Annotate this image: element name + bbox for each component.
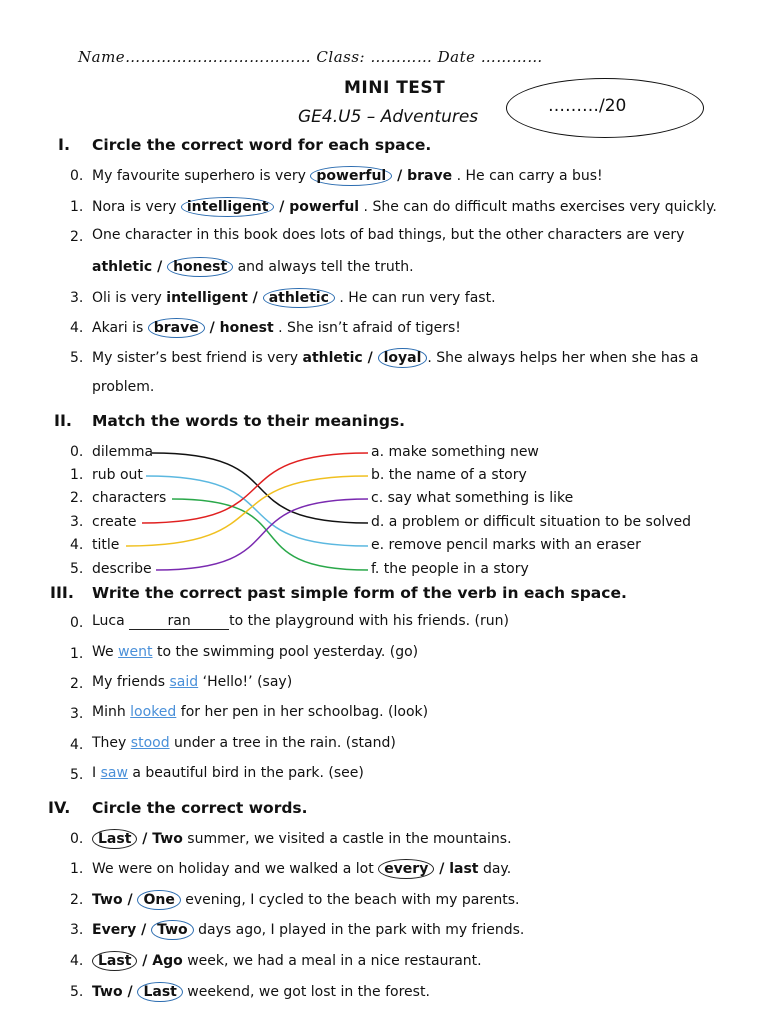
option-word-1: Two <box>92 984 123 1000</box>
sentence-end: and always tell the truth. <box>233 259 414 275</box>
option-separator: / <box>122 984 138 1000</box>
match-meaning: f. the people in a story <box>371 561 529 577</box>
score-box-text: ………/20 <box>548 96 627 116</box>
section-4-number: IV. <box>48 798 71 817</box>
match-line <box>156 499 368 570</box>
option-word-2: powerful <box>289 199 360 215</box>
sentence-end: . She always helps her when she has a <box>427 350 699 366</box>
item-number: 0. <box>70 831 84 847</box>
item-number: 5. <box>70 984 84 1000</box>
sentence-start: My sister’s best friend is very <box>92 350 303 366</box>
option-word-1: Two <box>92 892 123 908</box>
section-1-title: Circle the correct word for each space. <box>92 136 432 154</box>
sentence-start: They <box>92 735 131 751</box>
section-2-title: Match the words to their meanings. <box>92 412 406 430</box>
item-sentence <box>92 704 428 720</box>
item-sentence <box>92 859 511 879</box>
match-line <box>142 453 368 523</box>
option-separator: / <box>434 861 450 877</box>
sentence-start: We were on holiday and we walked a lot <box>92 861 379 877</box>
item-number: 2. <box>70 676 84 692</box>
match-word: create <box>92 514 137 530</box>
item-number: 1. <box>70 861 84 877</box>
option-word-2: One <box>137 890 180 910</box>
item-number: 0. <box>70 168 84 184</box>
match-meaning: c. say what something is like <box>371 490 574 506</box>
match-number: 2. <box>70 490 84 506</box>
option-word-1: Every <box>92 922 137 938</box>
item-sentence <box>92 951 482 971</box>
sentence-end: week, we had a meal in a nice restaurant. <box>182 953 482 969</box>
page-title: MINI TEST <box>344 78 446 98</box>
sentence-start: We <box>92 644 119 660</box>
match-word: characters <box>92 490 167 506</box>
match-number: 1. <box>70 467 84 483</box>
option-word-1: athletic <box>92 259 153 275</box>
match-line <box>172 499 368 570</box>
match-line <box>126 476 368 546</box>
item-sentence <box>92 613 509 630</box>
sentence-start: Akari is <box>92 320 148 336</box>
sentence-start: Minh <box>92 704 131 720</box>
sentence-end: day. <box>478 861 512 877</box>
sentence-start: problem. <box>92 379 155 395</box>
item-sentence <box>92 765 364 781</box>
match-number: 4. <box>70 537 84 553</box>
section-3-number: III. <box>50 583 74 602</box>
item-number: 5. <box>70 767 84 783</box>
sentence-end: for her pen in her schoolbag. (look) <box>176 704 429 720</box>
option-word-2: honest <box>167 257 233 277</box>
item-number: 3. <box>70 706 84 722</box>
page-subtitle: GE4.U5 – Adventures <box>298 107 479 127</box>
match-word: describe <box>92 561 152 577</box>
sentence-start: Luca <box>92 613 130 629</box>
item-number: 0. <box>70 615 84 631</box>
sentence-start: My friends <box>92 674 170 690</box>
item-number: 4. <box>70 737 84 753</box>
option-word-1: every <box>378 859 434 879</box>
option-word-2: Ago <box>152 953 183 969</box>
item-number: 4. <box>70 320 84 336</box>
sentence-end: ‘Hello!’ (say) <box>198 674 293 690</box>
option-word-1: Last <box>92 951 137 971</box>
answer-word: said <box>169 674 199 690</box>
sentence-end: . She isn’t afraid of tigers! <box>273 320 461 336</box>
match-number: 3. <box>70 514 84 530</box>
match-meaning: a. make something new <box>371 444 539 460</box>
match-number: 0. <box>70 444 84 460</box>
answer-word: ran <box>129 613 229 630</box>
answer-word: went <box>118 644 153 660</box>
item-sentence <box>92 920 524 940</box>
item-number: 3. <box>70 922 84 938</box>
option-word-2: last <box>449 861 479 877</box>
sentence-end: to the playground with his friends. (run) <box>229 613 509 629</box>
option-word-2: Last <box>137 982 182 1002</box>
match-meaning: e. remove pencil marks with an eraser <box>371 537 641 553</box>
option-word-2: athletic <box>263 288 335 308</box>
sentence-end: weekend, we got lost in the forest. <box>182 984 430 1000</box>
option-word-1: athletic <box>302 350 363 366</box>
item-sentence <box>92 829 512 849</box>
item-sentence <box>92 644 418 660</box>
item-number: 4. <box>70 953 84 969</box>
sentence-end: . He can carry a bus! <box>452 168 603 184</box>
sentence-start: Oli is very <box>92 290 167 306</box>
match-word: rub out <box>92 467 143 483</box>
answer-word: saw <box>100 765 128 781</box>
section-2-number: II. <box>54 411 72 430</box>
match-word: title <box>92 537 120 553</box>
option-separator: / <box>392 168 408 184</box>
match-meaning: d. a problem or difficult situation to be solved <box>371 514 692 530</box>
match-line <box>152 453 368 523</box>
option-word-2: Two <box>152 831 183 847</box>
item-sentence <box>92 890 520 910</box>
answer-word: stood <box>130 735 170 751</box>
option-separator: / <box>362 350 378 366</box>
sentence-start: Nora is very <box>92 199 181 215</box>
option-separator: / <box>204 320 220 336</box>
name-class-date-line: Name……………………………… Class: ………… Date ………… <box>78 48 543 66</box>
option-word-1: intelligent <box>181 197 275 217</box>
section-1-number: I. <box>58 135 71 154</box>
sentence-end: . She can do difficult maths exercises very quickly. <box>359 199 717 215</box>
answer-word: looked <box>130 704 177 720</box>
item-number: 1. <box>70 199 84 215</box>
option-word-2: loyal <box>378 348 428 368</box>
option-word-2: honest <box>219 320 274 336</box>
option-word-1: powerful <box>310 166 392 186</box>
option-separator: / <box>136 922 152 938</box>
item-number: 2. <box>70 229 84 245</box>
option-separator: / <box>137 831 153 847</box>
sentence-end: a beautiful bird in the park. (see) <box>127 765 364 781</box>
item-number: 1. <box>70 646 84 662</box>
match-meaning: b. the name of a story <box>371 467 527 483</box>
sentence-end: evening, I cycled to the beach with my parents. <box>180 892 520 908</box>
sentence-start: One character in this book does lots of bad things, but the other characters are very <box>92 227 685 243</box>
sentence-end: summer, we visited a castle in the mountains. <box>182 831 512 847</box>
match-word: dilemma <box>92 444 154 460</box>
sentence-end: to the swimming pool yesterday. (go) <box>152 644 419 660</box>
item-sentence <box>92 674 292 690</box>
option-word-1: Last <box>92 829 137 849</box>
option-separator: / <box>152 259 168 275</box>
sentence-end: days ago, I played in the park with my friends. <box>193 922 525 938</box>
item-number: 3. <box>70 290 84 306</box>
item-sentence <box>92 735 396 751</box>
section-4-title: Circle the correct words. <box>92 799 308 817</box>
option-separator: / <box>122 892 138 908</box>
option-separator: / <box>274 199 290 215</box>
option-word-2: Two <box>151 920 194 940</box>
sentence-end: under a tree in the rain. (stand) <box>169 735 396 751</box>
option-word-2: brave <box>407 168 453 184</box>
option-separator: / <box>247 290 263 306</box>
sentence-end: . He can run very fast. <box>334 290 496 306</box>
option-word-1: intelligent <box>166 290 248 306</box>
item-number: 5. <box>70 350 84 366</box>
option-separator: / <box>137 953 153 969</box>
section-3-title: Write the correct past simple form of the verb in each space. <box>92 584 627 602</box>
sentence-start: My favourite superhero is very <box>92 168 311 184</box>
option-word-1: brave <box>148 318 205 338</box>
sentence-start: I <box>92 765 101 781</box>
item-number: 2. <box>70 892 84 908</box>
match-number: 5. <box>70 561 84 577</box>
item-sentence <box>92 982 430 1002</box>
